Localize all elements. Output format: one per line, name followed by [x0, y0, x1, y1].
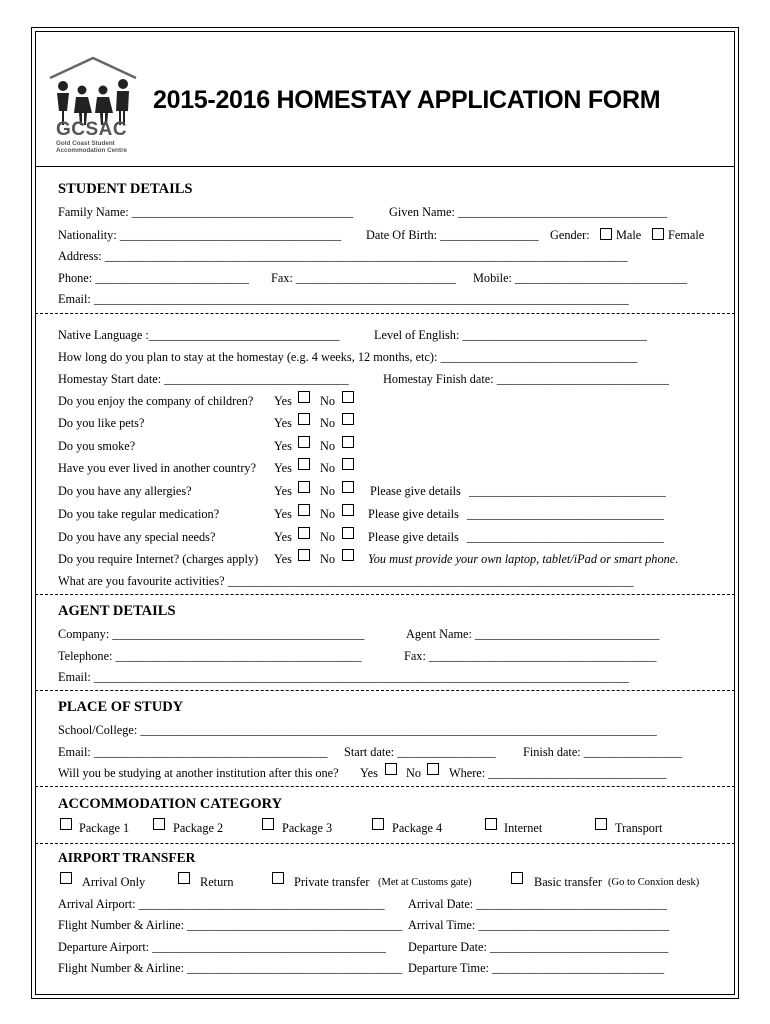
internet-no-checkbox[interactable] [342, 549, 354, 561]
mobile-field[interactable]: Mobile: ____________________________ [473, 271, 688, 285]
special-details-field[interactable]: ________________________________ [467, 530, 664, 544]
logo-line1: Gold Coast Student [56, 140, 115, 147]
arrival-airport-field[interactable]: Arrival Airport: ________________________________________ [58, 897, 385, 911]
q-pets-label: Do you like pets? [58, 416, 145, 430]
departure-airport-field[interactable]: Departure Airport: ______________________________________ [58, 940, 386, 954]
no-label: No [320, 552, 336, 566]
internet-note: You must provide your own laptop, tablet/iPad or smart phone. [368, 552, 679, 566]
departure-date-field[interactable]: Departure Date: _____________________________ [408, 940, 669, 954]
row-packages [58, 818, 718, 839]
internet-label: Internet [504, 821, 543, 835]
agent-name-field[interactable]: Agent Name: ______________________________ [406, 627, 660, 641]
female-label: Female [668, 228, 705, 242]
row-special [58, 527, 718, 548]
yes-label: Yes [274, 552, 292, 566]
email-field[interactable]: Email: _______________________________________________________________________________________ [58, 292, 629, 306]
row-transfer-options [58, 872, 718, 893]
basic-transfer-checkbox[interactable] [511, 872, 523, 884]
activities-field[interactable]: What are you favourite activities? __________________________________________________________________ [58, 574, 634, 588]
where-field[interactable]: Where: _____________________________ [449, 766, 667, 780]
arrival-only-checkbox[interactable] [60, 872, 72, 884]
row-medication [58, 504, 718, 525]
return-label: Return [200, 875, 234, 889]
arrival-only-label: Arrival Only [82, 875, 146, 889]
row-arrival-flight [58, 915, 718, 936]
pets-no-checkbox[interactable] [342, 413, 354, 425]
basic-transfer-note: (Go to Conxion desk) [608, 877, 700, 888]
allergies-details-label: Please give details [370, 484, 461, 498]
how-long-field[interactable]: How long do you plan to stay at the homestay (e.g. 4 weeks, 12 months, etc): ________________________________ [58, 350, 638, 364]
accommodation-heading: ACCOMMODATION CATEGORY [58, 796, 283, 812]
row-another-institution [58, 763, 718, 784]
allergies-details-field[interactable]: ________________________________ [469, 484, 666, 498]
row-activities [58, 571, 718, 592]
no-label: No [320, 461, 336, 475]
row-arrival-airport [58, 894, 718, 915]
allergies-no-checkbox[interactable] [342, 481, 354, 493]
row-lived [58, 458, 718, 479]
dob-field[interactable]: Date Of Birth: ________________ [366, 228, 539, 242]
internet-checkbox[interactable] [485, 818, 497, 830]
package2-label: Package 2 [173, 821, 224, 835]
no-label: No [320, 484, 336, 498]
private-transfer-checkbox[interactable] [272, 872, 284, 884]
row-pets [58, 413, 718, 434]
yes-label: Yes [274, 394, 292, 408]
phone-field[interactable]: Phone: _________________________ [58, 271, 249, 285]
finish-date-field[interactable]: Homestay Finish date: ____________________________ [383, 372, 669, 386]
address-field[interactable]: Address: _____________________________________________________________________________________ [58, 249, 628, 263]
level-english-field[interactable]: Level of English: ______________________________ [374, 328, 647, 342]
no-label: No [320, 416, 336, 430]
special-no-checkbox[interactable] [342, 527, 354, 539]
male-label: Male [616, 228, 642, 242]
row-allergies [58, 481, 718, 502]
yes-label: Yes [274, 439, 292, 453]
row-language [58, 325, 718, 346]
given-name-field[interactable]: Given Name: __________________________________ [389, 205, 668, 219]
study-start-field[interactable]: Start date: ________________ [344, 745, 496, 759]
yes-label: Yes [274, 416, 292, 430]
yes-label: Yes [274, 530, 292, 544]
lived-no-checkbox[interactable] [342, 458, 354, 470]
smoke-yes-checkbox[interactable] [298, 436, 310, 448]
smoke-no-checkbox[interactable] [342, 436, 354, 448]
male-checkbox[interactable] [600, 228, 612, 240]
divider-airport [35, 843, 735, 844]
row-smoke [58, 436, 718, 457]
q-lived-label: Have you ever lived in another country? [58, 461, 257, 475]
arrival-flight-field[interactable]: Flight Number & Airline: ___________________________________ [58, 918, 403, 932]
no-label: No [320, 439, 336, 453]
return-checkbox[interactable] [178, 872, 190, 884]
no-label: No [406, 766, 422, 780]
pets-yes-checkbox[interactable] [298, 413, 310, 425]
yes-label: Yes [274, 461, 292, 475]
airport-transfer-heading: AIRPORT TRANSFER [58, 850, 196, 865]
q-internet-label: Do you require Internet? (charges apply) [58, 552, 259, 566]
arrival-time-field[interactable]: Arrival Time: _______________________________ [408, 918, 669, 932]
family-name-field[interactable]: Family Name: ____________________________________ [58, 205, 354, 219]
yes-label: Yes [360, 766, 378, 780]
row-company [58, 624, 718, 645]
student-details-heading: STUDENT DETAILS [58, 181, 193, 197]
another-yes-checkbox[interactable] [385, 763, 397, 775]
agent-details-heading: AGENT DETAILS [58, 603, 176, 619]
lived-yes-checkbox[interactable] [298, 458, 310, 470]
package2-checkbox[interactable] [153, 818, 165, 830]
package3-checkbox[interactable] [262, 818, 274, 830]
q-special-label: Do you have any special needs? [58, 530, 216, 544]
no-label: No [320, 507, 336, 521]
row-phone [58, 268, 718, 289]
agent-telephone-field[interactable]: Telephone: ________________________________________ [58, 649, 362, 663]
page-title: 2015-2016 HOMESTAY APPLICATION FORM [153, 86, 661, 114]
another-no-checkbox[interactable] [427, 763, 439, 775]
divider-agent [35, 594, 735, 595]
no-label: No [320, 394, 336, 408]
package1-checkbox[interactable] [60, 818, 72, 830]
medication-no-checkbox[interactable] [342, 504, 354, 516]
special-yes-checkbox[interactable] [298, 527, 310, 539]
row-family-name [58, 202, 718, 223]
private-transfer-label: Private transfer [294, 875, 370, 889]
row-agent-email [58, 667, 718, 688]
internet-yes-checkbox[interactable] [298, 549, 310, 561]
place-of-study-heading: PLACE OF STUDY [58, 699, 184, 715]
logo-abbr: GCSAC [56, 119, 128, 140]
q-medication-label: Do you take regular medication? [58, 507, 220, 521]
start-date-field[interactable]: Homestay Start date: ______________________________ [58, 372, 349, 386]
nationality-field[interactable]: Nationality: ____________________________________ [58, 228, 342, 242]
medication-details-label: Please give details [368, 507, 459, 521]
divider-questions [35, 313, 735, 314]
package4-checkbox[interactable] [372, 818, 384, 830]
yes-label: Yes [274, 484, 292, 498]
row-address [58, 246, 718, 267]
fax-field[interactable]: Fax: __________________________ [271, 271, 456, 285]
package1-label: Package 1 [79, 821, 130, 835]
q-children-label: Do you enjoy the company of children? [58, 394, 254, 408]
private-transfer-note: (Met at Customs gate) [378, 877, 472, 888]
q-allergies-label: Do you have any allergies? [58, 484, 192, 498]
transport-label: Transport [615, 821, 663, 835]
row-study-email [58, 742, 718, 763]
female-checkbox[interactable] [652, 228, 664, 240]
departure-flight-field[interactable]: Flight Number & Airline: ___________________________________ [58, 961, 403, 975]
special-details-label: Please give details [368, 530, 459, 544]
children-no-checkbox[interactable] [342, 391, 354, 403]
study-email-field[interactable]: Email: ______________________________________ [58, 745, 328, 759]
row-agent-telephone [58, 646, 718, 667]
no-label: No [320, 530, 336, 544]
row-school [58, 720, 718, 741]
agent-fax-field[interactable]: Fax: _____________________________________ [404, 649, 657, 663]
school-field[interactable]: School/College: ____________________________________________________________________________________ [58, 723, 657, 737]
row-departure-flight [58, 958, 718, 979]
package3-label: Package 3 [282, 821, 333, 835]
header-divider [35, 166, 735, 167]
arrival-date-field[interactable]: Arrival Date: _______________________________ [408, 897, 667, 911]
basic-transfer-label: Basic transfer [534, 875, 602, 889]
medication-yes-checkbox[interactable] [298, 504, 310, 516]
row-nationality [58, 225, 718, 246]
q-smoke-label: Do you smoke? [58, 439, 136, 453]
package4-label: Package 4 [392, 821, 443, 835]
row-departure-airport [58, 937, 718, 958]
another-institution-label: Will you be studying at another institution after this one? [58, 766, 339, 780]
medication-details-field[interactable]: ________________________________ [467, 507, 664, 521]
transport-checkbox[interactable] [595, 818, 607, 830]
logo-text [56, 120, 127, 154]
study-finish-field[interactable]: Finish date: ________________ [523, 745, 683, 759]
row-internet [58, 549, 718, 570]
company-field[interactable]: Company: _________________________________________ [58, 627, 365, 641]
agent-email-field[interactable]: Email: _______________________________________________________________________________________ [58, 670, 629, 684]
gender-label: Gender: [550, 228, 590, 242]
row-dates [58, 369, 718, 390]
row-email [58, 289, 718, 310]
divider-accommodation [35, 786, 735, 787]
yes-label: Yes [274, 507, 292, 521]
children-yes-checkbox[interactable] [298, 391, 310, 403]
allergies-yes-checkbox[interactable] [298, 481, 310, 493]
native-language-field[interactable]: Native Language :_______________________________ [58, 328, 340, 342]
departure-time-field[interactable]: Departure Time: ____________________________ [408, 961, 665, 975]
logo-line2: Accommodation Centre [56, 147, 128, 154]
row-children [58, 391, 718, 412]
divider-study [35, 690, 735, 691]
row-how-long [58, 347, 718, 368]
